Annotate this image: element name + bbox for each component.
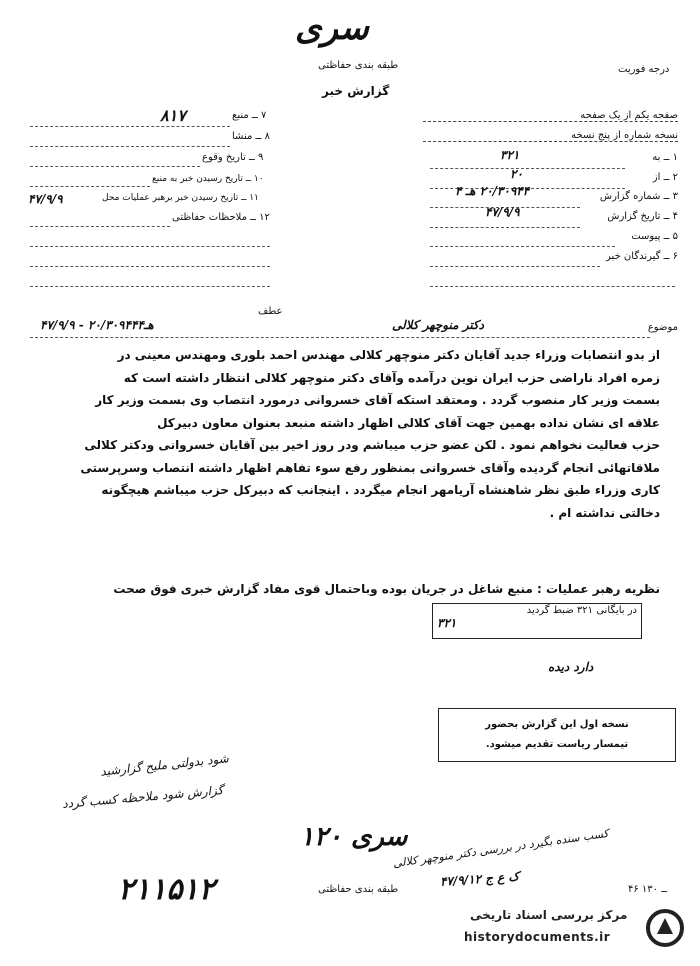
margin-note-1: شود بدولتی ملیح گزارشید — [99, 751, 230, 779]
body-line: علاقه ای نشان نداده بهمین جهت آقای کلالی اظهار داشته منبعد بعنوان معاون دبیرکل — [157, 415, 660, 430]
report-date-label: ۴ ــ تاریخ گزارش — [607, 211, 678, 222]
reference-label: عطف — [258, 306, 283, 317]
subject-label: موضوع — [647, 322, 678, 333]
signature: ک ع ج ۴۷/۹/۱۲ — [439, 869, 520, 889]
body-line: دخالتی نداشته ام . — [549, 505, 660, 520]
from-label: ۲ ــ از — [652, 172, 678, 183]
bottom-classification-word: سری — [350, 822, 408, 852]
security-notes-label: ۱۲ ــ ملاحظات حفاظتی — [172, 212, 270, 223]
reference-value: ۴۷/۹/۹ - ۲۰/۳۰۹۴۴هـ۴ — [40, 318, 154, 332]
to-value: ۳۲۱ — [500, 148, 520, 162]
watermark-site: historydocuments.ir — [464, 930, 611, 944]
bottom-classification — [300, 822, 407, 852]
page-line: صفحه یکم از یک صفحه — [423, 110, 678, 122]
body-line: بسمت وزیر کار منصوب گردد . ومعتقد استکه آقای خسروانی درمورد انتصاب وی بسمت وزیر کار — [95, 393, 660, 407]
file-number-handwritten: ۲۱۱۵۱۲ — [118, 872, 215, 907]
urgency-label: درجه فوریت — [618, 64, 670, 75]
body-line: زمره افراد ناراضی حزب ایران نوین درآمده وآقای دکتر منوچهر کلالی انتظار داشته است که — [123, 370, 660, 385]
date-received-ops-label: ۱۱ ــ تاریخ رسیدن خبر برهبر عملیات محل — [102, 193, 259, 203]
report-number-value: ۲۰/۳۰۹۴۴ هـ ۴ — [455, 184, 530, 198]
subject-value: دکتر منوچهر کلالی — [392, 318, 485, 332]
bottom-note-right: کسب سنده بگیرد در بررسی دکتر منوچهر کلالی — [392, 826, 610, 871]
margin-note-2: گزارش شود ملاحظه کسب گردد — [61, 782, 224, 812]
classification-label-bottom: طبقه بندی حفاظتی — [318, 884, 399, 895]
date-received-ops-value: ۴۷/۹/۹ — [28, 192, 63, 206]
archive-stamp — [432, 603, 642, 639]
classification-top: سری — [295, 8, 369, 48]
watermark-logo-icon — [645, 908, 685, 948]
body-line: کاری وزراء طبق نظر شاهنشاه آریامهر انجام میگردد . اینجانب که دبیرکل حزب میباشم هیچگونه — [101, 483, 660, 497]
recipients-label: ۶ ــ گیرندگان خبر — [606, 251, 678, 262]
notice-box — [438, 708, 676, 762]
event-date-label: ۹ ــ تاریخ وقوع — [202, 152, 264, 163]
origin-label: ۸ ــ منشا — [232, 131, 270, 142]
source-label: ۷ ــ منبع — [232, 110, 267, 121]
ops-opinion: نظریه رهبر عملیات : منبع شاغل در جریان بوده وباحتمال قوی مفاد گزارش خبری فوق صحت — [113, 582, 660, 596]
body-line: ملاقاتهائی انجام گردیده وآقای خسروانی بمنظور رفع سوء تفاهم اظهار داشته انتصاب وسرپرستی — [80, 460, 660, 475]
copy-line: نسخه شماره از پنج نسخه — [423, 130, 678, 142]
to-label: ۱ ــ به — [652, 152, 678, 163]
from-value: ۲۰ — [510, 167, 523, 181]
notice-line1: نسخه اول این گزارش بحضور — [485, 719, 629, 730]
attachment-label: ۵ ــ پیوست — [631, 231, 678, 242]
body-line: حزب فعالیت نخواهم نمود . لکن عضو حزب میباشم ودر روز اخیر بین آقایان خسروانی ودکتر کلالی — [84, 438, 660, 452]
report-body — [30, 344, 660, 524]
report-date-value: ۴۷/۹/۹ — [485, 205, 520, 219]
notice-line2: تیمسار ریاست تقدیم میشود. — [485, 739, 629, 750]
source-value: ۸۱۷ — [160, 106, 186, 125]
bottom-classification-value: ۱۲۰ — [300, 822, 342, 852]
initial-note: دارد دیده — [548, 660, 594, 674]
classification-label-top: طبقه بندی حفاظتی — [318, 60, 399, 71]
report-number-label: ۳ ــ شماره گزارش — [599, 191, 678, 202]
date-received-source-label: ۱۰ ــ تاریخ رسیدن خبر به منبع — [152, 174, 264, 184]
watermark — [440, 900, 690, 960]
archive-stamp-line2: ۳۲۱ — [437, 616, 457, 630]
report-title: گزارش خبر — [322, 84, 390, 98]
body-line: از بدو انتصابات وزراء جدید آقایان دکتر منوچهر کلالی مهندس احمد بلوری ومهندس معینی در — [117, 348, 660, 362]
archive-stamp-line1: در بایگانی ۳۲۱ ضبط گردید — [526, 605, 637, 616]
form-code: ۴۶ ــ ۱۳۰ — [628, 884, 668, 895]
watermark-org: مرکز بررسی اسناد تاریخی — [470, 908, 628, 922]
